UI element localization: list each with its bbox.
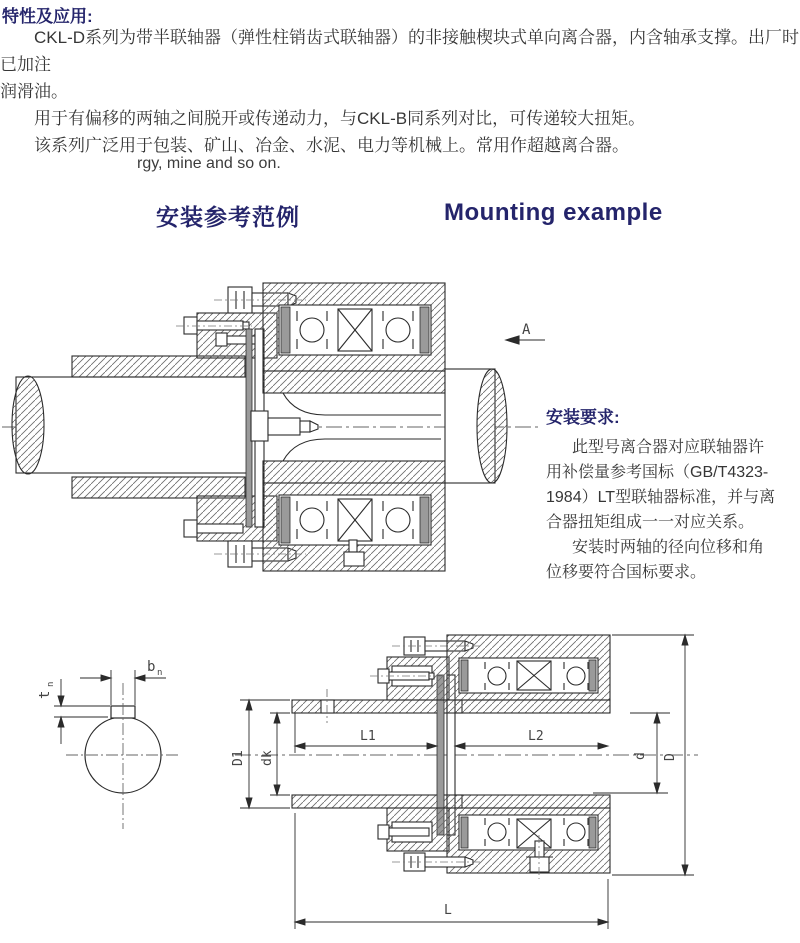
label-dk: dk (260, 750, 275, 766)
features-line-4: 该系列广泛用于包装、矿山、冶金、水泥、电力等机械上。常用作超越离合器。 (34, 136, 629, 155)
ball-bearing (488, 667, 506, 685)
lower-dimension-drawing (30, 613, 800, 943)
ball-bearing (300, 318, 324, 342)
features-title: 特性及应用: (2, 7, 93, 26)
clutch-housing (447, 635, 610, 879)
label-t-sub: n (46, 681, 56, 687)
req-line-3: 1984）LT型联轴器标准，并与离 (546, 489, 776, 506)
label-D: D (663, 753, 678, 761)
features-line-2: 润滑油。 (0, 82, 68, 101)
label-D1: D1 (231, 750, 246, 766)
section-title-zh: 安装参考范例 (156, 204, 300, 230)
section-title-en: Mounting example (444, 199, 663, 226)
ball-bearing (386, 318, 410, 342)
shaft-section-keyway (54, 670, 180, 829)
right-shaft (445, 369, 507, 483)
label-L2: L2 (528, 729, 544, 744)
hub-sleeve (292, 689, 462, 808)
req-line-4: 合器扭矩组成一一对应关系。 (546, 514, 755, 531)
install-requirements-title: 安装要求: (546, 408, 620, 427)
install-requirements (546, 403, 798, 585)
label-d: d (633, 752, 648, 760)
req-line-5: 安装时两轴的径向位移和角 (572, 539, 765, 556)
upper-assembly-drawing (0, 253, 545, 603)
req-line-1: 此型号离合器对应联轴器许 (572, 439, 765, 456)
req-line-6: 位移要符合国标要求。 (546, 564, 707, 581)
english-fragment: rgy, mine and so on. (137, 155, 281, 172)
grease-fitting (349, 540, 357, 552)
shaft-break (12, 376, 44, 474)
left-shaft (12, 376, 247, 474)
label-L: L (444, 903, 452, 918)
label-L1: L1 (360, 729, 376, 744)
features-paragraphs (0, 24, 799, 159)
ball-bearing (567, 667, 585, 685)
label-t: t (37, 690, 53, 699)
grease-fitting (535, 841, 544, 857)
req-line-2: 用补偿量参考国标（GB/T4323- (546, 464, 769, 481)
label-b-sub: n (157, 668, 163, 678)
features-line-3: 用于有偏移的两轴之间脱开或传递动力，与CKL-B同系列对比，可传递较大扭矩。 (34, 109, 646, 128)
center-bolt (251, 411, 318, 441)
view-label-A: A (522, 322, 531, 338)
features-line-1: CKL-D系列为带半联轴器（弹性柱销齿式联轴器）的非接触楔块式单向离合器，内含轴承支撑。出厂时已加注 (0, 28, 800, 74)
shaft-break (477, 369, 507, 483)
hub-keyway (321, 700, 334, 713)
label-b: b (147, 659, 156, 675)
